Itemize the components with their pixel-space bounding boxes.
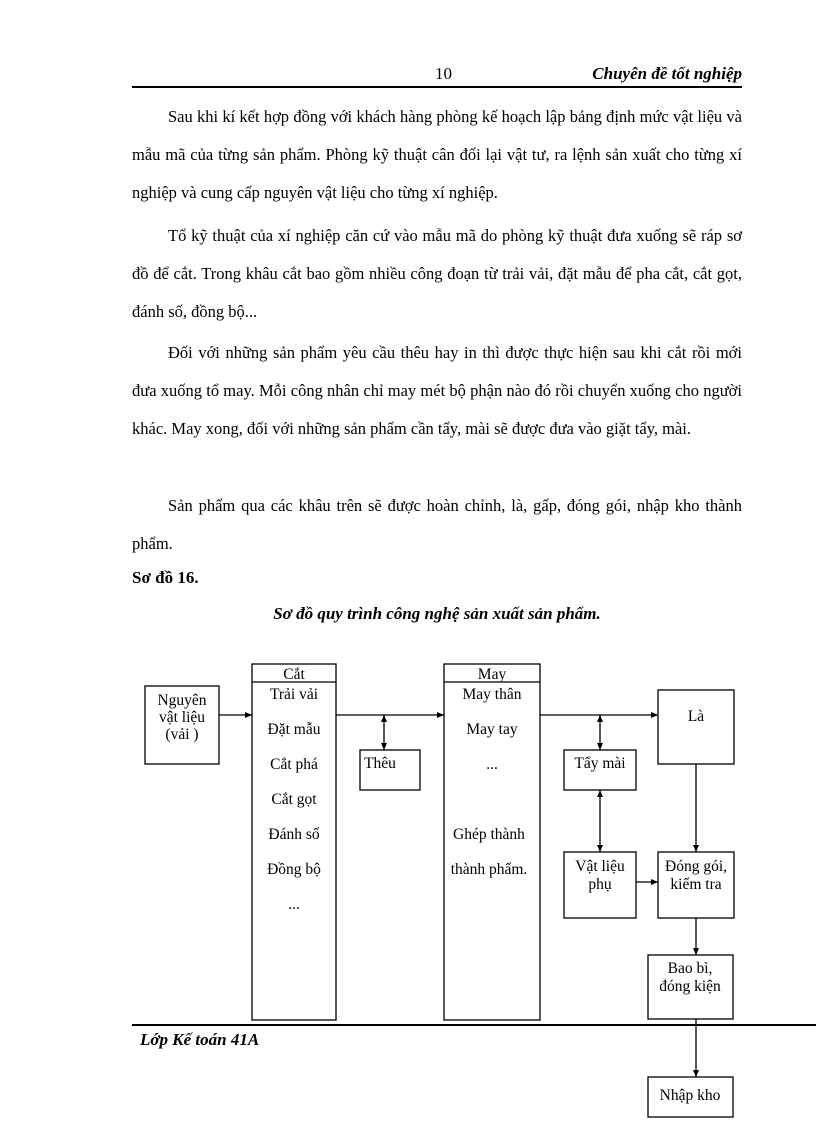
bao-bi-line-2: đóng kiện <box>659 978 721 995</box>
box-la <box>658 690 734 764</box>
bao-bi-line-1: Bao bì, <box>667 960 713 977</box>
page-footer: Lớp Kế toán 41A <box>140 1030 260 1049</box>
nvl-line-2: vật liệu <box>158 709 206 726</box>
nvl-line-1: Nguyên <box>157 692 207 709</box>
paragraph-4: Sản phẩm qua các khâu trên sẽ được hoàn chỉnh, là, gấp, đóng gói, nhập kho thành phẩm. <box>132 496 742 553</box>
nvl-line-3: (vải ) <box>165 726 199 743</box>
may-step: Ghép thành <box>453 826 525 843</box>
may-step: ... <box>486 756 498 773</box>
dong-goi-line-1: Đóng gói, <box>665 858 727 875</box>
paragraph-1: Sau khi kí kết hợp đồng với khách hàng phòng kế hoạch lập bảng định mức vật liệu và mẫu mã của từng sản phẩm. Phòng kỹ thuật cân đối lại vật tư, ra lệnh sản xuất cho từng xí nghiệp và cung cấp nguyên vật liệu cho từng xí nghiệp. <box>132 107 742 202</box>
dong-goi-line-2: kiểm tra <box>670 876 722 893</box>
nhap-kho-label: Nhập kho <box>659 1087 721 1104</box>
vlp-line-1: Vật liệu <box>575 858 625 875</box>
cat-step: Đồng bộ <box>267 861 321 878</box>
may-title: May <box>477 666 507 683</box>
paragraph-2: Tổ kỹ thuật của xí nghiệp căn cứ vào mẫu mã do phòng kỹ thuật đưa xuống sẽ ráp sơ đồ để cắt. Trong khâu cắt bao gồm nhiều công đoạn từ trải vải, đặt mẫu để pha cắt, cắt gọt, đánh số, đồng bộ... <box>132 226 742 321</box>
cat-step: Trải vải <box>269 686 319 703</box>
cat-step: Cắt phá <box>270 756 318 773</box>
paragraph-3: Đối với những sản phẩm yêu cầu thêu hay in thì được thực hiện sau khi cắt rồi mới đưa xuống tổ may. Mỗi công nhân chỉ may mét bộ phận nào đó rồi chuyển xuống cho người khác. May xong, đối với những sản phẩm cần tẩy, mài sẽ được đưa vào giặt tẩy, mài. <box>132 343 742 438</box>
cat-step: Đánh số <box>268 826 320 843</box>
may-step: thành phẩm. <box>450 861 528 878</box>
cat-step: Cắt gọt <box>271 791 317 808</box>
la-label: Là <box>687 708 705 725</box>
diagram-caption: Sơ đồ quy trình công nghệ sản xuất sản phẩm. <box>273 604 601 623</box>
cat-title: Cắt <box>283 666 305 683</box>
tay-mai-label: Tẩy mài <box>574 755 626 772</box>
may-step: May tay <box>466 721 518 738</box>
cat-step: ... <box>288 896 300 913</box>
page-number: 10 <box>435 64 452 83</box>
vlp-line-2: phụ <box>588 876 612 893</box>
header-title: Chuyên đề tốt nghiệp <box>592 64 742 83</box>
diagram-heading: Sơ đồ 16. <box>132 568 199 587</box>
footer-divider <box>132 1024 816 1026</box>
may-step: May thân <box>462 686 522 703</box>
cat-step: Đặt mẫu <box>267 721 321 738</box>
theu-label: Thêu <box>364 755 396 772</box>
